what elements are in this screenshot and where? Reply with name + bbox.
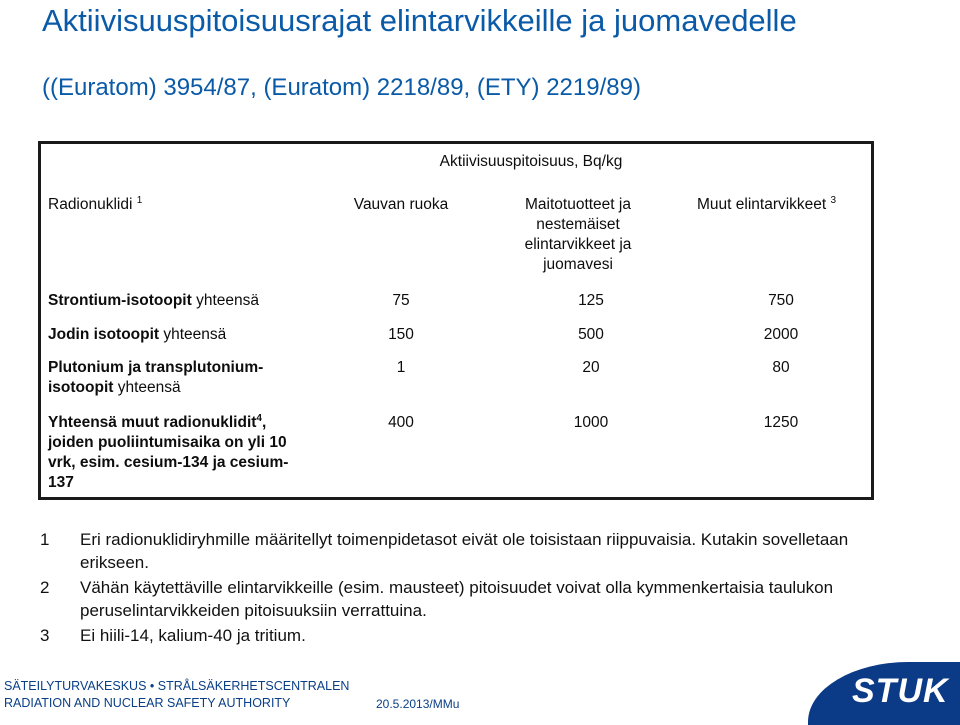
page-subtitle: ((Euratom) 3954/87, (Euratom) 2218/89, (ETY) 2219/89) bbox=[42, 74, 641, 101]
footnote-number: 2 bbox=[40, 578, 50, 597]
footnote bbox=[40, 624, 920, 647]
col-header-baby-food: Vauvan ruoka bbox=[353, 196, 449, 213]
row-iodine-baby: 150 bbox=[388, 326, 414, 343]
row-name-iodine: Jodin isotoopit yhteensä bbox=[48, 326, 227, 343]
footer-organization bbox=[4, 678, 349, 712]
row-iodine-other: 2000 bbox=[763, 326, 799, 343]
footnote bbox=[40, 528, 920, 574]
row-strontium-dairy: 125 bbox=[578, 292, 604, 309]
col-header-radionuclide: Radionuklidi $^1$ bbox=[48, 194, 143, 213]
footnote-text: Ei hiili-14, kalium-40 ja tritium. bbox=[80, 626, 306, 645]
row-other-other: 1250 bbox=[763, 414, 799, 431]
row-name-other-radionuclides: Yhteensä muut radionuklidit$^4$, joiden puoliintumisaika on yli 10 vrk, esim. cesium-134 ja cesium-137 bbox=[48, 412, 289, 491]
row-other-dairy: 1000 bbox=[573, 414, 609, 431]
row-plutonium-other: 80 bbox=[772, 359, 790, 376]
footnote-text: Vähän käytettäville elintarvikkeille (esim. mausteet) pitoisuudet voivat olla kymmenkertaisia taulukon peruselintarvikkeiden pitoisuuksiin verrattuina. bbox=[80, 578, 834, 620]
footnote bbox=[40, 576, 920, 622]
logo-text: STUK bbox=[852, 672, 949, 710]
row-name-strontium: Strontium-isotoopit yhteensä bbox=[48, 292, 259, 309]
footer-org-line1: SÄTEILYTURVAKESKUS • STRÅLSÄKERHETSCENTRALEN bbox=[4, 679, 350, 693]
row-plutonium-baby: 1 bbox=[396, 359, 406, 376]
col-header-other: Muut elintarvikkeet $^3$ bbox=[697, 194, 837, 213]
row-strontium-other: 750 bbox=[768, 292, 794, 309]
col-header-dairy: Maitotuotteet ja nestemäiset elintarvikkeet ja juomavesi bbox=[524, 196, 632, 273]
limits-table bbox=[38, 141, 874, 500]
footnotes bbox=[40, 528, 920, 649]
row-other-baby: 400 bbox=[388, 414, 414, 431]
footnote-text: Eri radionuklidiryhmille määritellyt toimenpidetasot eivät ole toisistaan riippuvaisia. Kutakin sovelletaan erikseen. bbox=[80, 530, 849, 572]
row-plutonium-dairy: 20 bbox=[582, 359, 600, 376]
footer-date: 20.5.2013/MMu bbox=[376, 697, 460, 711]
page-title: Aktiivisuuspitoisuusrajat elintarvikkeille ja juomavedelle bbox=[42, 3, 797, 38]
footer-org-line2: RADIATION AND NUCLEAR SAFETY AUTHORITY bbox=[4, 696, 291, 710]
footnote-number: 1 bbox=[40, 530, 50, 549]
footnote-number: 3 bbox=[40, 626, 50, 645]
table-group-header: Aktiivisuuspitoisuus, Bq/kg bbox=[439, 153, 623, 170]
stuk-logo bbox=[808, 662, 960, 725]
row-name-plutonium: Plutonium ja transplutonium-isotoopit yhteensä bbox=[48, 359, 264, 396]
row-strontium-baby: 75 bbox=[392, 292, 410, 309]
row-iodine-dairy: 500 bbox=[578, 326, 604, 343]
